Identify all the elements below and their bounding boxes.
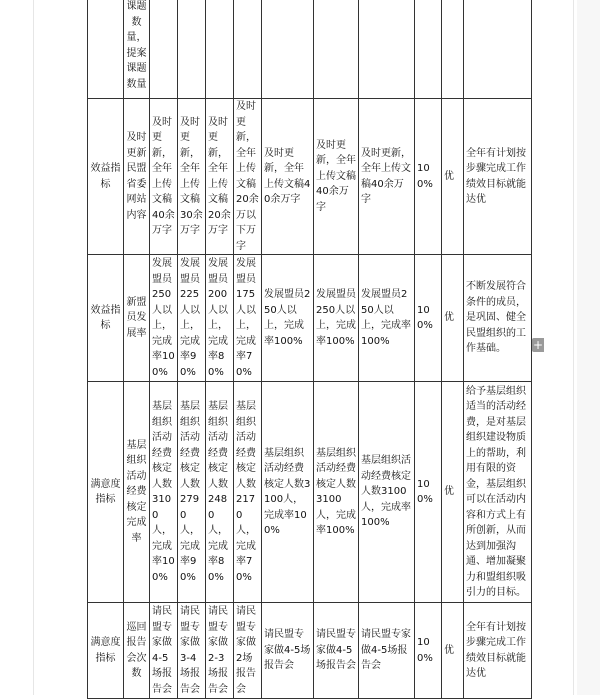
viewer-margin [577, 0, 600, 695]
target-cell: 基层组织活动经费核定人数2480人，完成率80% [206, 382, 234, 603]
standard-cell [314, 0, 359, 99]
target-cell: 基层组织活动经费核定人数2170人，完成率70% [234, 382, 262, 603]
standard-cell [359, 0, 415, 99]
category-cell: 满意度指标 [88, 382, 124, 603]
table-row [88, 382, 532, 603]
completion-cell [415, 0, 442, 99]
target-cell: 及时更新，全年上传文稿40余万字 [150, 99, 178, 255]
standard-cell: 基层组织活动经费核定人数3100人，完成率100% [359, 382, 415, 603]
target-cell: 发展盟员225人以上，完成率90% [178, 255, 206, 382]
indicator-cell: 新盟员发展率 [124, 255, 150, 382]
grade-cell: 优 [442, 255, 464, 382]
note-cell: 给予基层组织适当的活动经费，是对基层组织建设物质上的帮助，利用有限的资金，基层组织可以在活动内容和方式上有所创新，从而达到加强沟通、增加凝聚力和盟组织吸引力的目标。 [464, 382, 532, 603]
table-row [88, 255, 532, 382]
category-cell: 效益指标 [88, 99, 124, 255]
target-cell: 请民盟专家做4-5场报告会 [150, 603, 178, 699]
target-cell: 发展盟员175人以上，完成率70% [234, 255, 262, 382]
target-cell [234, 0, 262, 99]
table-row [88, 603, 532, 699]
target-cell: 请民盟专家做2-3场报告会 [206, 603, 234, 699]
standard-cell: 及时更新，全年上传文稿40余万字 [359, 99, 415, 255]
grade-cell: 优 [442, 603, 464, 699]
expand-handle-icon[interactable]: + [532, 338, 544, 352]
target-cell: 请民盟专家做2场报告会 [234, 603, 262, 699]
category-cell: 满意度指标 [88, 603, 124, 699]
table-row [88, 0, 532, 99]
standard-cell: 及时更新，全年上传文稿40余万字 [262, 99, 314, 255]
completion-cell: 100% [415, 255, 442, 382]
standard-cell: 基层组织活动经费核定人数3100人，完成率100% [262, 382, 314, 603]
target-cell: 基层组织活动经费核定人数2790人，完成率90% [178, 382, 206, 603]
category-cell: 效益指标 [88, 255, 124, 382]
performance-table [87, 0, 532, 699]
indicator-cell: 及时更新民盟省委网站内容 [124, 99, 150, 255]
standard-cell: 请民盟专家做4-5场报告会 [314, 603, 359, 699]
grade-cell: 优 [442, 382, 464, 603]
completion-cell: 100% [415, 382, 442, 603]
indicator-cell: 课题数量，提案课题数量 [124, 0, 150, 99]
note-cell: 不断发展符合条件的成员，是巩固、健全民盟组织的工作基础。 [464, 255, 532, 382]
target-cell: 发展盟员250人以上，完成率100% [150, 255, 178, 382]
grade-cell [442, 0, 464, 99]
note-cell: 全年有计划按步骤完成工作绩效目标就能达优 [464, 603, 532, 699]
standard-cell [262, 0, 314, 99]
table-row [88, 99, 532, 255]
target-cell: 及时更新，全年上传文稿20余万字 [206, 99, 234, 255]
target-cell: 及时更新，全年上传文稿20余万以下万字 [234, 99, 262, 255]
completion-cell: 100% [415, 99, 442, 255]
standard-cell: 及时更新，全年上传文稿40余万字 [314, 99, 359, 255]
note-cell [464, 0, 532, 99]
indicator-cell: 基层组织活动经费核定完成率 [124, 382, 150, 603]
standard-cell: 基层组织活动经费核定人数3100人，完成率100% [314, 382, 359, 603]
target-cell: 基层组织活动经费核定人数3100人，完成率100% [150, 382, 178, 603]
target-cell [150, 0, 178, 99]
target-cell [178, 0, 206, 99]
target-cell: 发展盟员200人以上，完成率80% [206, 255, 234, 382]
target-cell [206, 0, 234, 99]
page-edge-left [33, 0, 34, 695]
category-cell [88, 0, 124, 99]
standard-cell: 请民盟专家做4-5场报告会 [359, 603, 415, 699]
target-cell: 请民盟专家做3-4场报告会 [178, 603, 206, 699]
page-edge-right [573, 0, 574, 695]
grade-cell: 优 [442, 99, 464, 255]
standard-cell: 发展盟员250人以上，完成率100% [359, 255, 415, 382]
note-cell: 全年有计划按步骤完成工作绩效目标就能达优 [464, 99, 532, 255]
standard-cell: 请民盟专家做4-5场报告会 [262, 603, 314, 699]
target-cell: 及时更新，全年上传文稿30余万字 [178, 99, 206, 255]
indicator-cell: 巡回报告会次数 [124, 603, 150, 699]
standard-cell: 发展盟员250人以上，完成率100% [314, 255, 359, 382]
standard-cell: 发展盟员250人以上，完成率100% [262, 255, 314, 382]
completion-cell: 100% [415, 603, 442, 699]
